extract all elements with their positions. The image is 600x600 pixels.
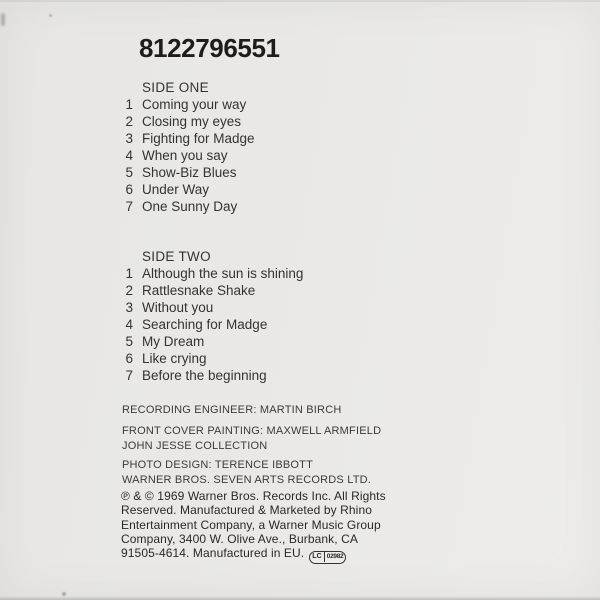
track-number: 2	[125, 283, 133, 298]
track-number: 4	[125, 317, 133, 332]
side-one-tracklist	[104, 79, 255, 215]
track-row	[104, 147, 255, 164]
track-title: Like crying	[142, 351, 207, 366]
track-number: 6	[125, 182, 133, 197]
credit-line: PHOTO DESIGN: TERENCE IBBOTT	[122, 459, 313, 471]
track-title: Fighting for Madge	[142, 131, 255, 146]
track-number: 2	[125, 114, 133, 129]
legal-line: ℗ & © 1969 Warner Bros. Records Inc. All Rights	[121, 489, 386, 503]
legal-notice	[121, 489, 386, 560]
track-title: Without you	[142, 300, 214, 315]
track-title: Under Way	[142, 182, 210, 197]
track-title: When you say	[142, 148, 228, 163]
track-number: 1	[125, 97, 133, 112]
side-two-tracklist	[104, 248, 303, 384]
scan-edge-top	[0, 0, 600, 2]
track-number: 3	[125, 131, 133, 146]
credits-front-cover	[122, 424, 381, 454]
track-title: Coming your way	[142, 97, 247, 112]
label-code-number: 02982	[326, 553, 344, 561]
track-number: 7	[125, 199, 133, 214]
track-row	[104, 265, 303, 282]
credit-line: WARNER BROS. SEVEN ARTS RECORDS LTD.	[122, 474, 372, 486]
track-title: Searching for Madge	[142, 317, 268, 332]
scan-speck	[1, 13, 5, 26]
legal-line: Company, 3400 W. Olive Ave., Burbank, CA	[121, 531, 359, 546]
track-row	[104, 198, 255, 215]
track-title: My Dream	[142, 334, 205, 349]
track-row	[104, 333, 303, 350]
track-row	[104, 350, 303, 367]
legal-line-text: 91505-4614. Manufactured in EU.	[121, 546, 305, 561]
credits-photo-design	[122, 458, 371, 488]
track-row	[104, 96, 255, 113]
legal-line: Entertainment Company, a Warner Music Group	[121, 517, 381, 532]
track-row	[104, 367, 303, 384]
track-row	[104, 299, 303, 316]
track-title: Before the beginning	[142, 368, 267, 383]
track-row	[104, 113, 255, 130]
track-row	[104, 130, 255, 147]
track-number: 5	[125, 165, 133, 180]
track-number: 7	[125, 368, 133, 383]
lc-icon: LC	[310, 552, 325, 562]
track-number: 3	[125, 300, 133, 315]
track-title: One Sunny Day	[142, 199, 238, 214]
side-two-heading: SIDE TWO	[142, 249, 211, 264]
track-title: Rattlesnake Shake	[142, 283, 256, 298]
track-row	[104, 282, 303, 299]
credit-line: JOHN JESSE COLLECTION	[122, 440, 268, 452]
catalog-number: 8122796551	[139, 33, 280, 63]
track-number: 1	[125, 266, 133, 281]
legal-line: Reserved. Manufactured & Marketed by Rhino	[121, 503, 372, 518]
track-title: Although the sun is shining	[142, 266, 304, 281]
scan-edge-bottom	[0, 596, 600, 600]
track-number: 5	[125, 334, 133, 349]
track-title: Closing my eyes	[142, 114, 242, 129]
legal-line-last	[121, 546, 386, 560]
credit-line: FRONT COVER PAINTING: MAXWELL ARMFIELD	[122, 425, 382, 437]
label-code-badge	[309, 551, 346, 564]
side-one-heading: SIDE ONE	[142, 80, 209, 95]
track-number: 6	[125, 351, 133, 366]
credit-line: RECORDING ENGINEER: MARTIN BIRCH	[122, 404, 342, 416]
track-row	[104, 181, 255, 198]
track-row	[104, 316, 303, 333]
track-row	[104, 164, 255, 181]
scan-speck	[49, 14, 52, 17]
credits-recording-engineer	[122, 403, 342, 418]
track-number: 4	[125, 148, 133, 163]
track-title: Show-Biz Blues	[142, 165, 237, 180]
